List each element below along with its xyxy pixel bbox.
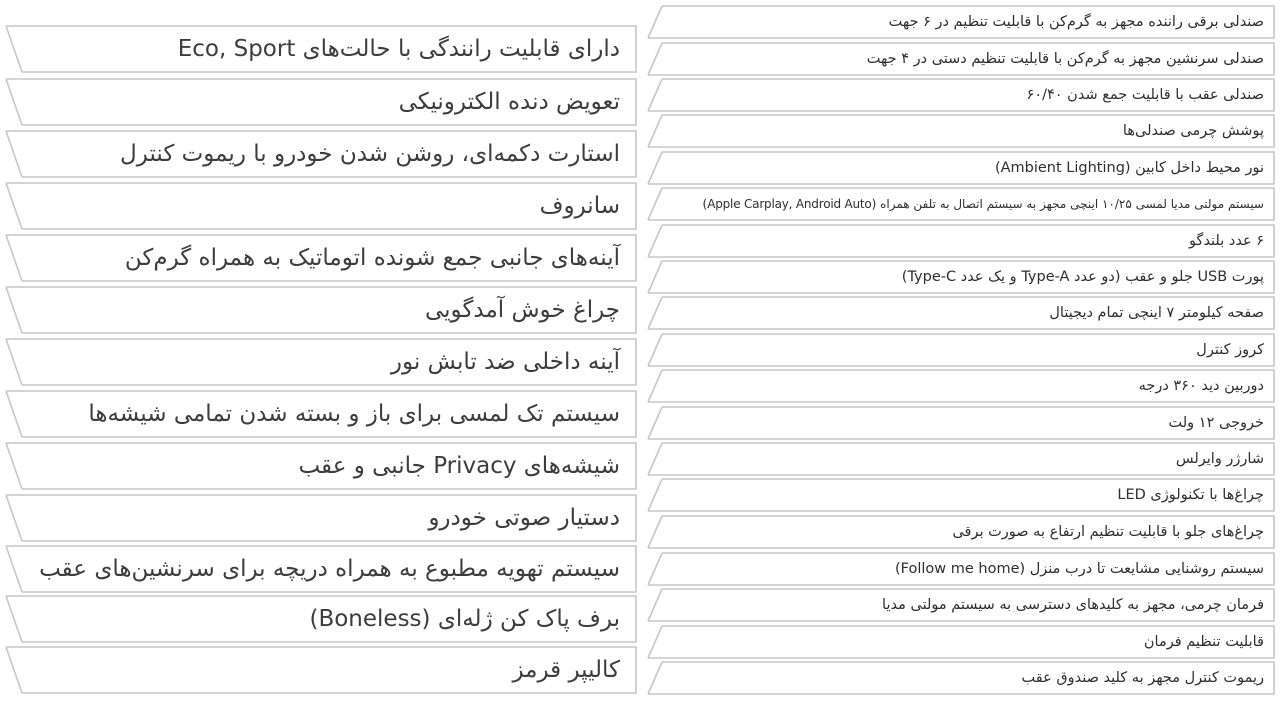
feature-row — [648, 297, 1274, 329]
feature-row — [648, 443, 1274, 475]
feature-text: خروجی ۱۲ ولت — [1168, 415, 1264, 431]
feature-row — [648, 407, 1274, 439]
feature-row — [648, 79, 1274, 111]
feature-text: چراغ‌ها با تکنولوژی LED — [1117, 487, 1264, 503]
feature-row — [6, 546, 636, 592]
feature-text: نور محیط داخل کابین (Ambient Lighting) — [994, 160, 1264, 176]
feature-text: شارژر وایرلس — [1175, 451, 1264, 467]
feature-text: آینه‌های جانبی جمع شونده اتوماتیک به همراه گرم‌کن — [124, 245, 620, 271]
feature-text: برف پاک کن ژله‌ای (Boneless) — [309, 606, 620, 632]
feature-row — [6, 183, 636, 229]
feature-text: دستیار صوتی خودرو — [428, 505, 620, 531]
feature-row — [6, 596, 636, 642]
feature-text: آینه داخلی ضد تابش نور — [390, 349, 620, 375]
feature-row — [648, 43, 1274, 75]
feature-text: فرمان چرمی، مجهز به کلیدهای دسترسی به سیستم مولتی مدیا — [882, 597, 1264, 613]
feature-text: پورت USB جلو و عقب (دو عدد Type-A و یک عدد Type-C) — [901, 269, 1264, 285]
feature-row — [648, 334, 1274, 366]
feature-row — [6, 131, 636, 177]
feature-row — [6, 339, 636, 385]
feature-row — [6, 26, 636, 72]
feature-text: کروز کنترل — [1196, 342, 1264, 358]
feature-row — [6, 495, 636, 541]
feature-text: سیستم مولتی مدیا لمسی ۱۰/۲۵ اینچی مجهز به سیستم اتصال به تلفن همراه (Apple Carplay, Android Auto) — [702, 197, 1264, 211]
feature-row — [648, 626, 1274, 658]
feature-row — [6, 235, 636, 281]
feature-text: استارت دکمه‌ای، روشن شدن خودرو با ریموت کنترل — [120, 141, 620, 167]
feature-row — [6, 79, 636, 125]
feature-row — [648, 152, 1274, 184]
feature-text: قابلیت تنظیم فرمان — [1143, 634, 1264, 650]
feature-text: تعویض دنده الکترونیکی — [398, 89, 620, 115]
feature-text: سیستم روشنایی مشایعت تا درب منزل (Follow me home) — [894, 561, 1264, 577]
feature-row — [648, 225, 1274, 257]
feature-row — [648, 188, 1274, 220]
feature-text: سیستم تک لمسی برای باز و بسته شدن تمامی شیشه‌ها — [88, 401, 620, 427]
feature-row — [6, 391, 636, 437]
row-frame — [648, 334, 1274, 366]
feature-text: سیستم تهویه مطبوع به همراه دریچه برای سرنشین‌های عقب — [39, 556, 620, 582]
feature-row — [6, 443, 636, 489]
feature-row — [648, 516, 1274, 548]
feature-text: شیشه‌های Privacy جانبی و عقب — [298, 453, 620, 479]
feature-text: صندلی سرنشین مجهز به گرم‌کن با قابلیت تنظیم دستی در ۴ جهت — [866, 51, 1264, 67]
feature-text: ۶ عدد بلندگو — [1189, 233, 1264, 249]
feature-row — [648, 261, 1274, 293]
feature-text: کالیپر قرمز — [512, 657, 620, 683]
feature-row — [648, 6, 1274, 38]
feature-text: چراغ‌های جلو با قابلیت تنظیم ارتفاع به صورت برقی — [952, 524, 1264, 540]
feature-row — [648, 115, 1274, 147]
row-frame — [648, 225, 1274, 257]
feature-text: پوشش چرمی صندلی‌ها — [1122, 123, 1264, 139]
feature-row — [648, 553, 1274, 585]
feature-text: صندلی عقب با قابلیت جمع شدن ۶۰/۴۰ — [1026, 87, 1264, 103]
feature-row — [648, 662, 1274, 694]
feature-text: دوربین دید ۳۶۰ درجه — [1138, 378, 1264, 394]
feature-row — [6, 647, 636, 693]
feature-row — [648, 479, 1274, 511]
feature-text: دارای قابلیت رانندگی با حالت‌های Eco, Sport — [177, 36, 620, 62]
feature-text: صندلی برقی راننده مجهز به گرم‌کن با قابلیت تنظیم در ۶ جهت — [888, 14, 1264, 30]
feature-text: سانروف — [539, 193, 620, 219]
feature-text: چراغ خوش آمدگویی — [424, 297, 620, 323]
feature-row — [648, 589, 1274, 621]
feature-text: صفحه کیلومتر ۷ اینچی تمام دیجیتال — [1049, 305, 1264, 321]
feature-row — [6, 287, 636, 333]
feature-text: ریموت کنترل مجهز به کلید صندوق عقب — [1021, 670, 1264, 686]
feature-row — [648, 370, 1274, 402]
